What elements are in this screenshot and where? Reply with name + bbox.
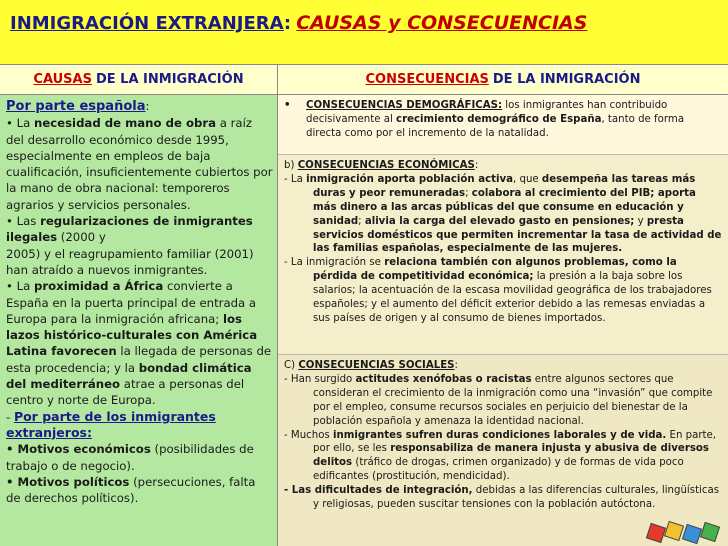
causas-section-spain <box>6 98 273 115</box>
text: (posibilidades de trabajo o de negocio). <box>6 442 254 473</box>
title-bar <box>0 0 728 64</box>
text: • La <box>6 116 34 131</box>
tile-icon <box>700 522 720 542</box>
causas-section-immigrants <box>6 409 273 442</box>
highlight: crecimiento demográfico de España <box>396 113 602 125</box>
text: (2000 y <box>57 230 106 245</box>
subtitle: CONSECUENCIAS SOCIALES <box>298 360 455 371</box>
demograficas-text <box>306 99 722 141</box>
dash: - <box>6 409 14 424</box>
consecuencias-header <box>278 65 728 95</box>
text: a raíz del desarrollo económico desde 1995, especialmente en empleos de baja cualificación, insuficientemente cubiertos por la mano de obra nacional: temporeros agrarios y servicios personales. <box>6 116 273 212</box>
causa-paragraph-3 <box>6 278 273 408</box>
sociales-item-3 <box>284 484 722 512</box>
consecuencias-header-rest: DE LA INMIGRACIÓN <box>492 72 641 87</box>
tile-icon <box>646 523 666 543</box>
highlight: desempeña las tareas más duras y peor remuneradas <box>313 173 696 199</box>
highlight: actitudes xenófobas o racistas <box>355 373 532 385</box>
text: (persecuciones, falta de derechos políticos). <box>6 474 256 506</box>
causas-header-rest: DE LA INMIGRACIÓN <box>95 72 244 87</box>
highlight: colabora al crecimiento del PIB; aporta más dinero a las arcas públicas del que consume en educación y sanidad <box>313 187 696 227</box>
highlight: necesidad de mano de obra <box>34 116 217 131</box>
consecuencias-column <box>278 95 728 546</box>
title-colon: : <box>283 13 292 34</box>
section-title-spain: Por parte española <box>6 99 146 114</box>
text: : <box>474 160 479 171</box>
causa-paragraph-4 <box>6 441 273 474</box>
text: y <box>634 215 647 227</box>
text: - La inmigración se <box>284 257 385 269</box>
section-title-immigrants: Por parte de los inmigrantes extranjeros: <box>6 408 216 440</box>
economicas-item-2 <box>284 256 722 326</box>
page-title: INMIGRACIÓN EXTRANJERA <box>10 13 284 34</box>
highlight: • Motivos políticos <box>6 474 130 489</box>
sociales-item-1 <box>284 373 722 429</box>
economicas-item-1 <box>284 173 722 256</box>
decorative-tiles <box>648 523 722 543</box>
text: ; <box>465 187 472 199</box>
highlight: regularizaciones de inmigrantes ilegales <box>6 214 253 245</box>
highlight: inmigrantes sufren duras condiciones laborales y de vida. <box>333 429 667 441</box>
highlight: - Las dificultades de integración, <box>284 485 473 497</box>
sociales-title-row <box>284 359 722 373</box>
highlight: proximidad a África <box>34 279 164 294</box>
sociales-item-2 <box>284 429 722 485</box>
highlight: los lazos histórico-culturales con América Latina favorecen <box>6 311 258 359</box>
text: atrae a personas del centro y norte de Europa. <box>6 377 245 408</box>
consecuencias-header-keyword: CONSECUENCIAS <box>365 72 489 87</box>
tile-icon <box>682 524 702 544</box>
content-table <box>0 64 728 546</box>
highlight: presta servicios domésticos que permiten incrementar la tasa de actividad de las familias españolas, especialmente de las mujeres. <box>313 215 722 255</box>
subtitle: CONSECUENCIAS ECONÓMICAS <box>297 160 475 171</box>
text: • Las <box>6 214 41 229</box>
consecuencias-demograficas <box>278 95 728 155</box>
text: debidas a las diferencias culturales, lingüísticas y religiosas, pueden suscitar tensiones con la población autóctona. <box>313 485 720 511</box>
highlight: bondad climática del mediterráneo <box>6 360 252 392</box>
text: (tráfico de drogas, crimen organizado) y de formas de vida poco edificantes (prostitución, mendicidad). <box>313 457 684 483</box>
causas-column <box>0 95 278 546</box>
subtitle: CONSECUENCIAS DEMOGRÁFICAS: <box>306 100 503 111</box>
text: entre algunos sectores que consideran el crecimiento de la inmigración como una “invasión” que compite por el empleo, consume recursos sociales en perjuicio del bienestar de la población española y amenaza la identidad nacional. <box>313 373 713 427</box>
highlight: alivia la carga del elevado gasto en pensiones; <box>364 215 635 227</box>
text: la presión a la baja sobre los salarios; la acentuación de la escasa movilidad geográfica de los trabajadores españoles; y el aumento del déficit exterior debido a las remesas enviadas a sus países de origen y al consumo de bienes importados. <box>313 271 712 324</box>
causa-paragraph-2-cont <box>6 246 273 279</box>
text: - La <box>284 173 307 185</box>
text: • La <box>6 279 34 294</box>
text: 2005) y el reagrupamiento familiar (2001) han atraído a nuevos inmigrantes. <box>6 246 254 277</box>
section-title-colon: : <box>145 99 150 113</box>
bullet-icon: • <box>284 100 291 111</box>
causas-header-keyword: CAUSAS <box>33 72 92 87</box>
causa-paragraph-2 <box>6 213 273 246</box>
text: - Han surgido <box>284 373 356 385</box>
causas-header <box>0 65 278 95</box>
text: , tanto de forma directa como por el incremento de la natalidad. <box>306 113 685 139</box>
text: la llegada de personas de esta procedencia; y la <box>6 344 272 375</box>
highlight: inmigración aporta población activa <box>306 173 514 185</box>
text: , que <box>513 173 542 185</box>
consecuencias-economicas <box>278 155 728 355</box>
consecuencias-sociales <box>278 355 728 546</box>
text: En parte, por ello, se les <box>313 429 717 455</box>
economicas-title-row <box>284 159 722 173</box>
text: : <box>454 360 458 371</box>
highlight: responsabiliza de manera injusta y abusiva de diversos delitos <box>313 443 709 469</box>
highlight: • Motivos económicos <box>6 442 151 457</box>
text: b) <box>284 160 298 171</box>
text: ; <box>358 215 365 227</box>
text: - Muchos <box>284 429 333 441</box>
text: C) <box>284 360 299 371</box>
highlight: relaciona también con algunos problemas, como la pérdida de competitividad económica; <box>313 257 677 283</box>
causa-paragraph-5 <box>6 474 273 507</box>
demograficas-item <box>284 99 722 141</box>
causa-paragraph-1 <box>6 115 273 213</box>
page-subtitle: CAUSAS y CONSECUENCIAS <box>296 12 588 34</box>
text: los inmigrantes han contribuido decisivamente al <box>306 100 668 125</box>
text: convierte a España en la puerta principal de entrada a Europa para la inmigración africana; <box>6 279 257 326</box>
